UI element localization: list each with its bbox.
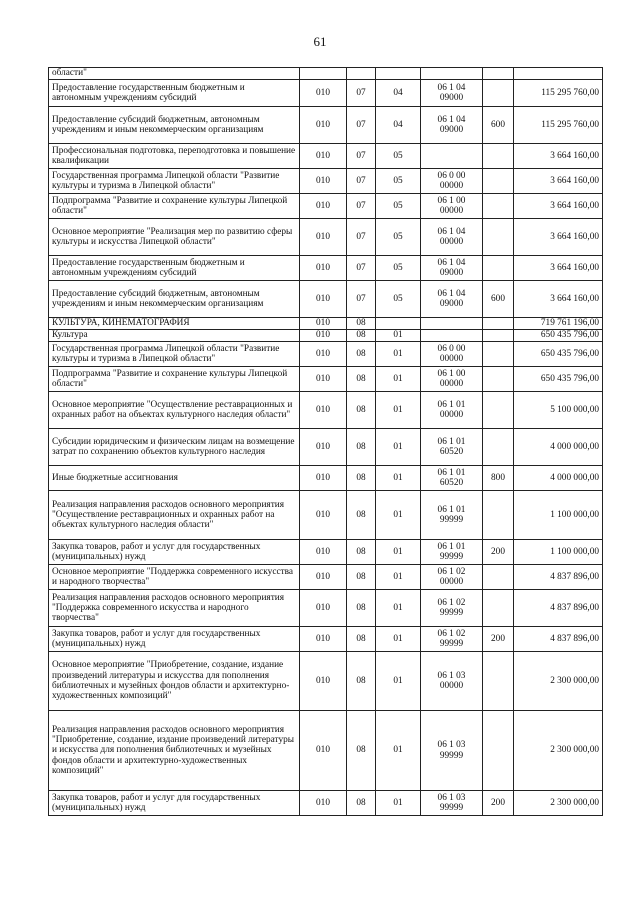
row-division-cell: 04 (376, 80, 421, 107)
row-amount-cell: 4 000 000,00 (514, 466, 603, 491)
row-name-cell: Закупка товаров, работ и услуг для государственных (муниципальных) нужд (49, 540, 300, 565)
target-code-line-2: 00000 (439, 237, 464, 247)
row-subsection-cell (347, 68, 376, 80)
row-expense-type-cell (483, 652, 514, 711)
table-row (49, 281, 603, 318)
target-code-line-1: 06 1 03 (437, 792, 466, 803)
row-amount-cell: 3 664 160,00 (514, 169, 603, 194)
row-amount-cell: 4 837 896,00 (514, 627, 603, 652)
row-name-cell: Культура (49, 330, 300, 342)
row-name-cell: Закупка товаров, работ и услуг для государственных (муниципальных) нужд (49, 791, 300, 816)
target-code-line-2: 99999 (439, 639, 464, 649)
row-target-code-cell (421, 392, 483, 429)
row-target-code-cell (421, 318, 483, 330)
row-subsection-cell: 08 (347, 466, 376, 491)
row-division-cell: 01 (376, 540, 421, 565)
table-row (49, 711, 603, 791)
target-code-line-1: 06 1 02 (437, 628, 466, 639)
row-expense-type-cell: 800 (483, 466, 514, 491)
table-row (49, 194, 603, 219)
target-code-line-2: 99999 (439, 608, 464, 618)
row-section-cell: 010 (300, 194, 347, 219)
target-code-line-2: 99999 (439, 552, 464, 562)
target-code-line-1: 06 1 04 (437, 226, 466, 237)
table-row (49, 392, 603, 429)
row-amount-cell: 5 100 000,00 (514, 392, 603, 429)
row-subsection-cell: 07 (347, 281, 376, 318)
row-amount-cell: 3 664 160,00 (514, 194, 603, 219)
row-subsection-cell: 08 (347, 491, 376, 540)
row-expense-type-cell (483, 429, 514, 466)
row-division-cell: 01 (376, 330, 421, 342)
row-target-code-cell (421, 711, 483, 791)
row-division-cell: 01 (376, 565, 421, 590)
row-division-cell: 05 (376, 144, 421, 169)
row-target-code-cell (421, 466, 483, 491)
row-section-cell: 010 (300, 791, 347, 816)
row-section-cell: 010 (300, 491, 347, 540)
row-division-cell: 01 (376, 791, 421, 816)
row-amount-cell: 1 100 000,00 (514, 540, 603, 565)
row-name-cell: Субсидии юридическим и физическим лицам на возмещение затрат по сохранению объектов культурного наследия (49, 429, 300, 466)
table-row (49, 590, 603, 627)
row-target-code-cell (421, 256, 483, 281)
row-section-cell: 010 (300, 256, 347, 281)
row-name-cell: Предоставление субсидий бюджетным, автономным учреждениям и иным некоммерческим организациям (49, 107, 300, 144)
row-section-cell: 010 (300, 429, 347, 466)
target-code-line-2: 00000 (439, 681, 464, 691)
row-expense-type-cell (483, 80, 514, 107)
row-name-cell: Основное мероприятие "Осуществление реставрационных и охранных работ на объектах культурного наследия области" (49, 392, 300, 429)
table-row (49, 367, 603, 392)
row-amount-cell (514, 68, 603, 80)
row-division-cell: 01 (376, 429, 421, 466)
table-row (49, 256, 603, 281)
row-target-code-cell (421, 627, 483, 652)
table-row (49, 466, 603, 491)
target-code-line-2: 00000 (439, 379, 464, 389)
row-subsection-cell: 07 (347, 169, 376, 194)
row-name-cell: Государственная программа Липецкой области "Развитие культуры и туризма в Липецкой области" (49, 342, 300, 367)
table-row (49, 342, 603, 367)
row-division-cell: 01 (376, 590, 421, 627)
row-amount-cell: 650 435 796,00 (514, 367, 603, 392)
row-target-code-cell (421, 144, 483, 169)
table-row (49, 540, 603, 565)
row-target-code-cell (421, 565, 483, 590)
row-division-cell: 01 (376, 711, 421, 791)
target-code-line-1: 06 0 00 (437, 343, 466, 354)
row-section-cell: 010 (300, 565, 347, 590)
row-subsection-cell: 07 (347, 219, 376, 256)
target-code-line-1: 06 1 01 (437, 467, 466, 478)
row-expense-type-cell (483, 318, 514, 330)
row-target-code-cell (421, 652, 483, 711)
row-division-cell (376, 68, 421, 80)
row-amount-cell: 115 295 760,00 (514, 107, 603, 144)
row-section-cell: 010 (300, 342, 347, 367)
target-code-line-1: 06 1 02 (437, 566, 466, 577)
row-division-cell: 01 (376, 367, 421, 392)
row-section-cell: 010 (300, 318, 347, 330)
row-division-cell: 01 (376, 652, 421, 711)
row-expense-type-cell: 600 (483, 281, 514, 318)
row-target-code-cell (421, 429, 483, 466)
table-row (49, 318, 603, 330)
target-code-line-1: 06 1 02 (437, 597, 466, 608)
table-row (49, 169, 603, 194)
target-code-line-2: 09000 (439, 93, 464, 103)
row-amount-cell: 4 837 896,00 (514, 565, 603, 590)
table-row (49, 652, 603, 711)
row-amount-cell: 719 761 196,00 (514, 318, 603, 330)
row-amount-cell: 2 300 000,00 (514, 711, 603, 791)
target-code-line-2: 60520 (439, 478, 464, 488)
table-row (49, 330, 603, 342)
row-subsection-cell: 08 (347, 342, 376, 367)
target-code-line-1: 06 1 04 (437, 82, 466, 93)
target-code-line-2: 09000 (439, 268, 464, 278)
target-code-line-2: 00000 (439, 206, 464, 216)
row-target-code-cell (421, 169, 483, 194)
row-section-cell: 010 (300, 652, 347, 711)
table-row (49, 491, 603, 540)
row-name-cell: области" (49, 68, 300, 80)
row-division-cell: 01 (376, 491, 421, 540)
target-code-line-2: 99999 (439, 515, 464, 525)
target-code-line-1: 06 1 01 (437, 436, 466, 447)
row-subsection-cell: 08 (347, 429, 376, 466)
row-expense-type-cell (483, 144, 514, 169)
row-subsection-cell: 08 (347, 540, 376, 565)
row-section-cell: 010 (300, 367, 347, 392)
row-expense-type-cell (483, 169, 514, 194)
row-target-code-cell (421, 491, 483, 540)
row-target-code-cell (421, 68, 483, 80)
row-target-code-cell (421, 342, 483, 367)
row-section-cell: 010 (300, 169, 347, 194)
row-name-cell: Подпрограмма "Развитие и сохранение культуры Липецкой области" (49, 194, 300, 219)
row-expense-type-cell: 600 (483, 107, 514, 144)
target-code-line-1: 06 1 01 (437, 399, 466, 410)
target-code-line-2: 00000 (439, 354, 464, 364)
row-section-cell: 010 (300, 392, 347, 429)
row-name-cell: Основное мероприятие "Приобретение, создание, издание произведений литературы и искусства для пополнения библиотечных и музейных фондов области и архитектурно-художественных композиций" (49, 652, 300, 711)
row-name-cell: Основное мероприятие "Поддержка современного искусства и народного творчества" (49, 565, 300, 590)
target-code-line-2: 99999 (439, 803, 464, 813)
row-section-cell: 010 (300, 330, 347, 342)
row-amount-cell: 3 664 160,00 (514, 144, 603, 169)
row-expense-type-cell (483, 330, 514, 342)
row-division-cell: 04 (376, 107, 421, 144)
row-amount-cell: 2 300 000,00 (514, 652, 603, 711)
target-code-line-2: 99999 (439, 750, 464, 761)
row-target-code-cell (421, 281, 483, 318)
target-code-line-2: 00000 (439, 181, 464, 191)
row-name-cell: Подпрограмма "Развитие и сохранение культуры Липецкой области" (49, 367, 300, 392)
row-name-cell: Реализация направления расходов основного мероприятия "Осуществление реставрационных и охранных работ на объектах культурного наследия области" (49, 491, 300, 540)
target-code-line-2: 09000 (439, 299, 464, 309)
row-subsection-cell: 07 (347, 107, 376, 144)
row-amount-cell: 4 000 000,00 (514, 429, 603, 466)
table-row (49, 107, 603, 144)
table-row (49, 627, 603, 652)
row-name-cell: Закупка товаров, работ и услуг для государственных (муниципальных) нужд (49, 627, 300, 652)
target-code-line-1: 06 0 00 (437, 170, 466, 181)
row-section-cell: 010 (300, 466, 347, 491)
table-row (49, 144, 603, 169)
row-target-code-cell (421, 107, 483, 144)
row-section-cell: 010 (300, 590, 347, 627)
row-section-cell: 010 (300, 107, 347, 144)
row-division-cell: 01 (376, 392, 421, 429)
table-row (49, 68, 603, 80)
row-name-cell: Государственная программа Липецкой области "Развитие культуры и туризма в Липецкой области" (49, 169, 300, 194)
row-target-code-cell (421, 367, 483, 392)
row-subsection-cell: 08 (347, 590, 376, 627)
row-section-cell: 010 (300, 711, 347, 791)
row-division-cell: 01 (376, 342, 421, 367)
row-expense-type-cell (483, 68, 514, 80)
row-subsection-cell: 08 (347, 652, 376, 711)
row-subsection-cell: 08 (347, 565, 376, 590)
row-subsection-cell: 08 (347, 392, 376, 429)
row-division-cell: 05 (376, 169, 421, 194)
row-name-cell: Основное мероприятие "Реализация мер по развитию сферы культуры и искусства Липецкой области" (49, 219, 300, 256)
row-target-code-cell (421, 330, 483, 342)
target-code-line-1: 06 1 04 (437, 257, 466, 268)
row-division-cell: 05 (376, 194, 421, 219)
row-amount-cell: 1 100 000,00 (514, 491, 603, 540)
row-target-code-cell (421, 219, 483, 256)
target-code-line-2: 00000 (439, 577, 464, 587)
row-expense-type-cell (483, 256, 514, 281)
row-expense-type-cell: 200 (483, 540, 514, 565)
row-expense-type-cell (483, 491, 514, 540)
row-name-cell: Предоставление государственным бюджетным и автономным учреждениям субсидий (49, 80, 300, 107)
target-code-line-1: 06 1 03 (437, 740, 466, 751)
row-section-cell: 010 (300, 627, 347, 652)
row-amount-cell: 650 435 796,00 (514, 330, 603, 342)
target-code-line-1: 06 1 00 (437, 195, 466, 206)
target-code-line-1: 06 1 04 (437, 288, 466, 299)
row-division-cell: 05 (376, 219, 421, 256)
row-name-cell: Предоставление субсидий бюджетным, автономным учреждениям и иным некоммерческим организациям (49, 281, 300, 318)
row-expense-type-cell (483, 711, 514, 791)
table-row (49, 80, 603, 107)
row-section-cell: 010 (300, 540, 347, 565)
row-subsection-cell: 08 (347, 791, 376, 816)
row-name-cell: Предоставление государственным бюджетным и автономным учреждениям субсидий (49, 256, 300, 281)
row-target-code-cell (421, 590, 483, 627)
target-code-line-1: 06 1 01 (437, 541, 466, 552)
row-expense-type-cell (483, 392, 514, 429)
row-target-code-cell (421, 791, 483, 816)
row-expense-type-cell: 200 (483, 627, 514, 652)
row-section-cell: 010 (300, 144, 347, 169)
row-section-cell: 010 (300, 281, 347, 318)
table-row (49, 565, 603, 590)
row-amount-cell: 650 435 796,00 (514, 342, 603, 367)
row-division-cell: 01 (376, 627, 421, 652)
row-name-cell: Реализация направления расходов основного мероприятия "Поддержка современного искусства и народного творчества" (49, 590, 300, 627)
row-target-code-cell (421, 540, 483, 565)
target-code-line-1: 06 1 04 (437, 114, 466, 125)
row-target-code-cell (421, 80, 483, 107)
row-subsection-cell: 08 (347, 711, 376, 791)
target-code-line-1: 06 1 03 (437, 670, 466, 681)
row-amount-cell: 2 300 000,00 (514, 791, 603, 816)
row-subsection-cell: 08 (347, 367, 376, 392)
target-code-line-2: 60520 (439, 447, 464, 457)
target-code-line-1: 06 1 01 (437, 504, 466, 515)
target-code-line-2: 00000 (439, 410, 464, 420)
row-expense-type-cell (483, 342, 514, 367)
row-division-cell: 05 (376, 281, 421, 318)
target-code-line-2: 09000 (439, 125, 464, 135)
row-name-cell: Реализация направления расходов основного мероприятия "Приобретение, создание, издание произведений литературы и искусства для пополнения библиотечных и музейных фондов области и архитектурно-художественных композиций" (49, 711, 300, 791)
row-amount-cell: 115 295 760,00 (514, 80, 603, 107)
row-expense-type-cell: 200 (483, 791, 514, 816)
row-amount-cell: 3 664 160,00 (514, 256, 603, 281)
row-amount-cell: 3 664 160,00 (514, 219, 603, 256)
row-amount-cell: 3 664 160,00 (514, 281, 603, 318)
row-expense-type-cell (483, 565, 514, 590)
row-amount-cell: 4 837 896,00 (514, 590, 603, 627)
row-subsection-cell: 07 (347, 144, 376, 169)
row-name-cell: КУЛЬТУРА, КИНЕМАТОГРАФИЯ (49, 318, 300, 330)
row-section-cell: 010 (300, 219, 347, 256)
row-subsection-cell: 07 (347, 80, 376, 107)
row-expense-type-cell (483, 194, 514, 219)
table-row (49, 791, 603, 816)
row-expense-type-cell (483, 367, 514, 392)
target-code-line-1: 06 1 00 (437, 368, 466, 379)
row-expense-type-cell (483, 219, 514, 256)
page-number: 61 (313, 34, 327, 49)
row-division-cell: 05 (376, 256, 421, 281)
row-section-cell: 010 (300, 80, 347, 107)
budget-table (48, 67, 603, 816)
row-subsection-cell: 08 (347, 318, 376, 330)
row-section-cell (300, 68, 347, 80)
row-subsection-cell: 08 (347, 627, 376, 652)
row-target-code-cell (421, 194, 483, 219)
row-subsection-cell: 07 (347, 194, 376, 219)
row-subsection-cell: 07 (347, 256, 376, 281)
row-division-cell (376, 318, 421, 330)
row-division-cell: 01 (376, 466, 421, 491)
row-subsection-cell: 08 (347, 330, 376, 342)
table-row (49, 429, 603, 466)
row-name-cell: Иные бюджетные ассигнования (49, 466, 300, 491)
budget-table-body (49, 68, 603, 816)
row-name-cell: Профессиональная подготовка, переподготовка и повышение квалификации (49, 144, 300, 169)
row-expense-type-cell (483, 590, 514, 627)
table-row (49, 219, 603, 256)
